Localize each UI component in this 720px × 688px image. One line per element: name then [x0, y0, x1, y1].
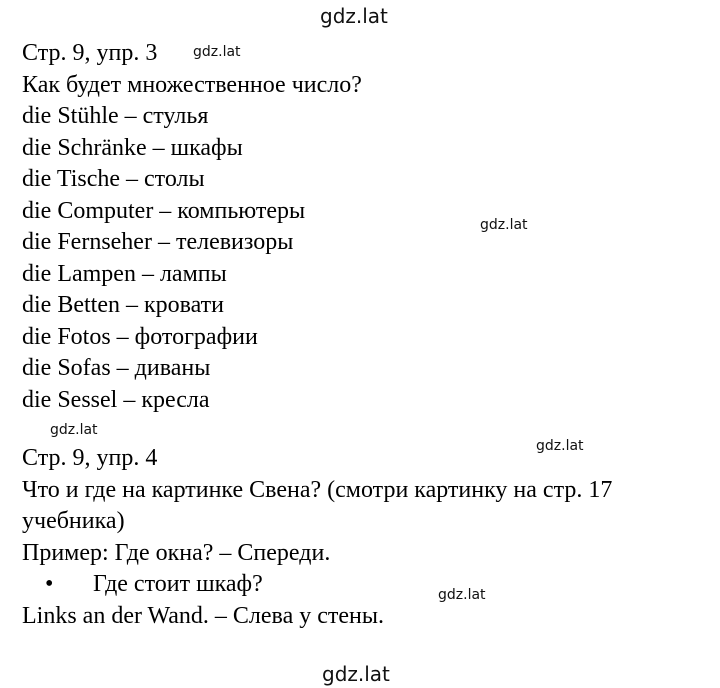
- plural-item: die Fotos – фотографии: [22, 323, 258, 350]
- plural-item: die Lampen – лампы: [22, 260, 227, 287]
- plural-item: die Computer – компьютеры: [22, 197, 306, 224]
- bullet-list-item: [22, 569, 712, 601]
- exercise-4-answer: Links an der Wand. – Слева у стены.: [22, 602, 384, 629]
- bullet-icon: •: [45, 571, 54, 597]
- plural-item: die Sessel – кресла: [22, 386, 210, 413]
- plural-item: die Tische – столы: [22, 166, 205, 192]
- watermark-bottom: gdz.lat: [322, 662, 390, 686]
- watermark: gdz.lat: [193, 44, 241, 60]
- bullet-text: Где стоит шкаф?: [93, 571, 263, 597]
- plural-item: die Sofas – диваны: [22, 355, 211, 381]
- watermark: gdz.lat: [536, 438, 584, 454]
- plural-item: die Betten – кровати: [22, 292, 225, 318]
- plural-item: die Stühle – стулья: [22, 103, 209, 129]
- watermark: gdz.lat: [50, 422, 98, 438]
- watermark: gdz.lat: [480, 217, 528, 233]
- section-spacer: [22, 416, 712, 443]
- exercise-4-heading: Стр. 9, упр. 4: [22, 445, 158, 471]
- plural-item: die Fernseher – телевизоры: [22, 229, 294, 255]
- exercise-3-heading: Стр. 9, упр. 3: [22, 40, 158, 66]
- watermark: gdz.lat: [438, 587, 486, 603]
- exercise-4-example: Пример: Где окна? – Спереди.: [22, 539, 331, 566]
- watermark-top: gdz.lat: [320, 4, 388, 28]
- plural-item: die Schränke – шкафы: [22, 134, 243, 161]
- document-body: [22, 38, 712, 632]
- exercise-4-question: Что и где на картинке Свена? (смотри картинку на стр. 17 учебника): [22, 476, 613, 534]
- exercise-3-question: Как будет множественное число?: [22, 71, 362, 98]
